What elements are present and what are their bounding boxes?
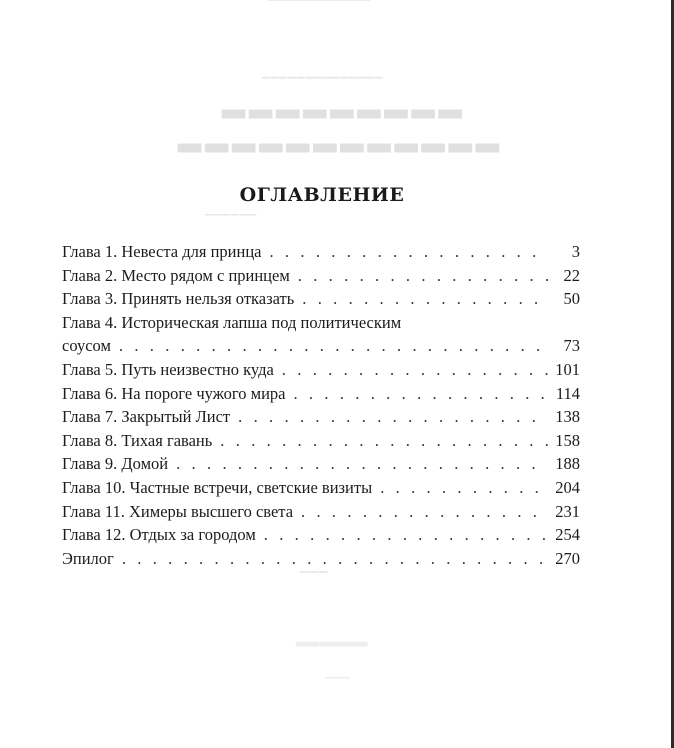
toc-entry-page: 188 bbox=[555, 454, 580, 474]
dot-leader bbox=[122, 547, 548, 571]
dot-leader bbox=[301, 500, 548, 524]
toc-entry bbox=[62, 452, 580, 476]
toc-entry bbox=[62, 334, 580, 358]
toc-entry bbox=[62, 476, 580, 500]
bleed-through-mark: ▂▂▂▂▂▂▂▂▂ bbox=[222, 85, 466, 118]
toc-entry bbox=[62, 287, 580, 311]
toc-entry-page: 158 bbox=[555, 430, 580, 450]
toc-entry-page: 114 bbox=[555, 383, 580, 403]
toc-entry-page: 3 bbox=[571, 242, 580, 261]
toc-entry bbox=[62, 240, 580, 264]
bleed-through-mark: ▁▁▁▁▁▁▁▁▁▁▁▁▁▁ bbox=[262, 68, 384, 79]
toc-entry-title: Глава 1. Невеста для принца bbox=[62, 242, 262, 261]
toc-entry bbox=[62, 382, 580, 406]
toc-entry bbox=[62, 429, 580, 453]
dot-leader bbox=[176, 452, 548, 476]
toc-heading: ОГЛАВЛЕНИЕ bbox=[239, 184, 405, 206]
toc-entry-title: Эпилог bbox=[62, 548, 114, 568]
dot-leader bbox=[269, 240, 548, 264]
toc-entry-title: Глава 2. Место рядом с принцем bbox=[62, 265, 290, 285]
dot-leader bbox=[264, 523, 548, 547]
toc-entry-page: 231 bbox=[555, 501, 580, 521]
toc-entry-title: Глава 3. Принять нельзя отказать bbox=[62, 289, 295, 309]
dot-leader bbox=[119, 334, 548, 358]
toc-entry-page: 204 bbox=[555, 477, 580, 497]
bleed-through-mark: ▔▔▔▔▔▔▔▔▔▔▔▔▔ bbox=[268, 0, 371, 10]
toc-entry-title: Глава 12. Отдых за городом bbox=[62, 525, 256, 545]
toc-entry bbox=[62, 264, 580, 288]
dot-leader bbox=[282, 358, 548, 382]
toc-entry-page: 138 bbox=[555, 407, 580, 427]
bleed-through-mark: ▁▁▁ bbox=[300, 561, 329, 573]
dot-leader bbox=[238, 405, 548, 429]
toc-entry bbox=[62, 358, 580, 382]
toc-entry-title: Глава 10. Частные встречи, светские визиты bbox=[62, 477, 373, 497]
dot-leader bbox=[298, 264, 548, 288]
dot-leader bbox=[302, 287, 548, 311]
toc-entry-title: Глава 8. Тихая гавань bbox=[62, 430, 213, 450]
toc-entry-page: 73 bbox=[563, 336, 580, 356]
toc-entry bbox=[62, 523, 580, 547]
toc-entry-title: Глава 5. Путь неизвестно куда bbox=[62, 359, 274, 379]
toc-entry-page: 22 bbox=[563, 265, 580, 285]
toc-entry-page: 254 bbox=[555, 525, 580, 545]
toc-entry-page: 101 bbox=[555, 359, 580, 379]
toc-entry-title: Глава 11. Химеры высшего света bbox=[62, 501, 294, 521]
toc-entry bbox=[62, 405, 580, 429]
toc-entry bbox=[62, 547, 580, 571]
bleed-through-mark: ▁▁▁▁▁▁ bbox=[205, 205, 258, 216]
dot-leader bbox=[380, 476, 548, 500]
bleed-through-mark: ▁▁▁ bbox=[325, 668, 352, 679]
toc-entry-page: 50 bbox=[563, 289, 580, 309]
toc-entry-title: Глава 6. На пороге чужого мира bbox=[62, 383, 286, 403]
dot-leader bbox=[220, 429, 548, 453]
toc-entry-title: Глава 9. Домой bbox=[62, 454, 169, 474]
toc-entry-title-continuation: соусом bbox=[62, 336, 111, 356]
bleed-through-mark: ▁▁▁ bbox=[296, 613, 369, 646]
dot-leader bbox=[293, 382, 548, 406]
toc-entry-title: Глава 4. Историческая лапша под политическим bbox=[62, 312, 402, 332]
bleed-through-mark: ▂▂▂▂▂▂▂▂▂▂▂▂ bbox=[178, 119, 503, 152]
toc-entry-title: Глава 7. Закрытый Лист bbox=[62, 407, 231, 427]
table-of-contents bbox=[62, 240, 580, 570]
toc-entry-page: 270 bbox=[555, 548, 580, 568]
toc-entry bbox=[62, 500, 580, 524]
